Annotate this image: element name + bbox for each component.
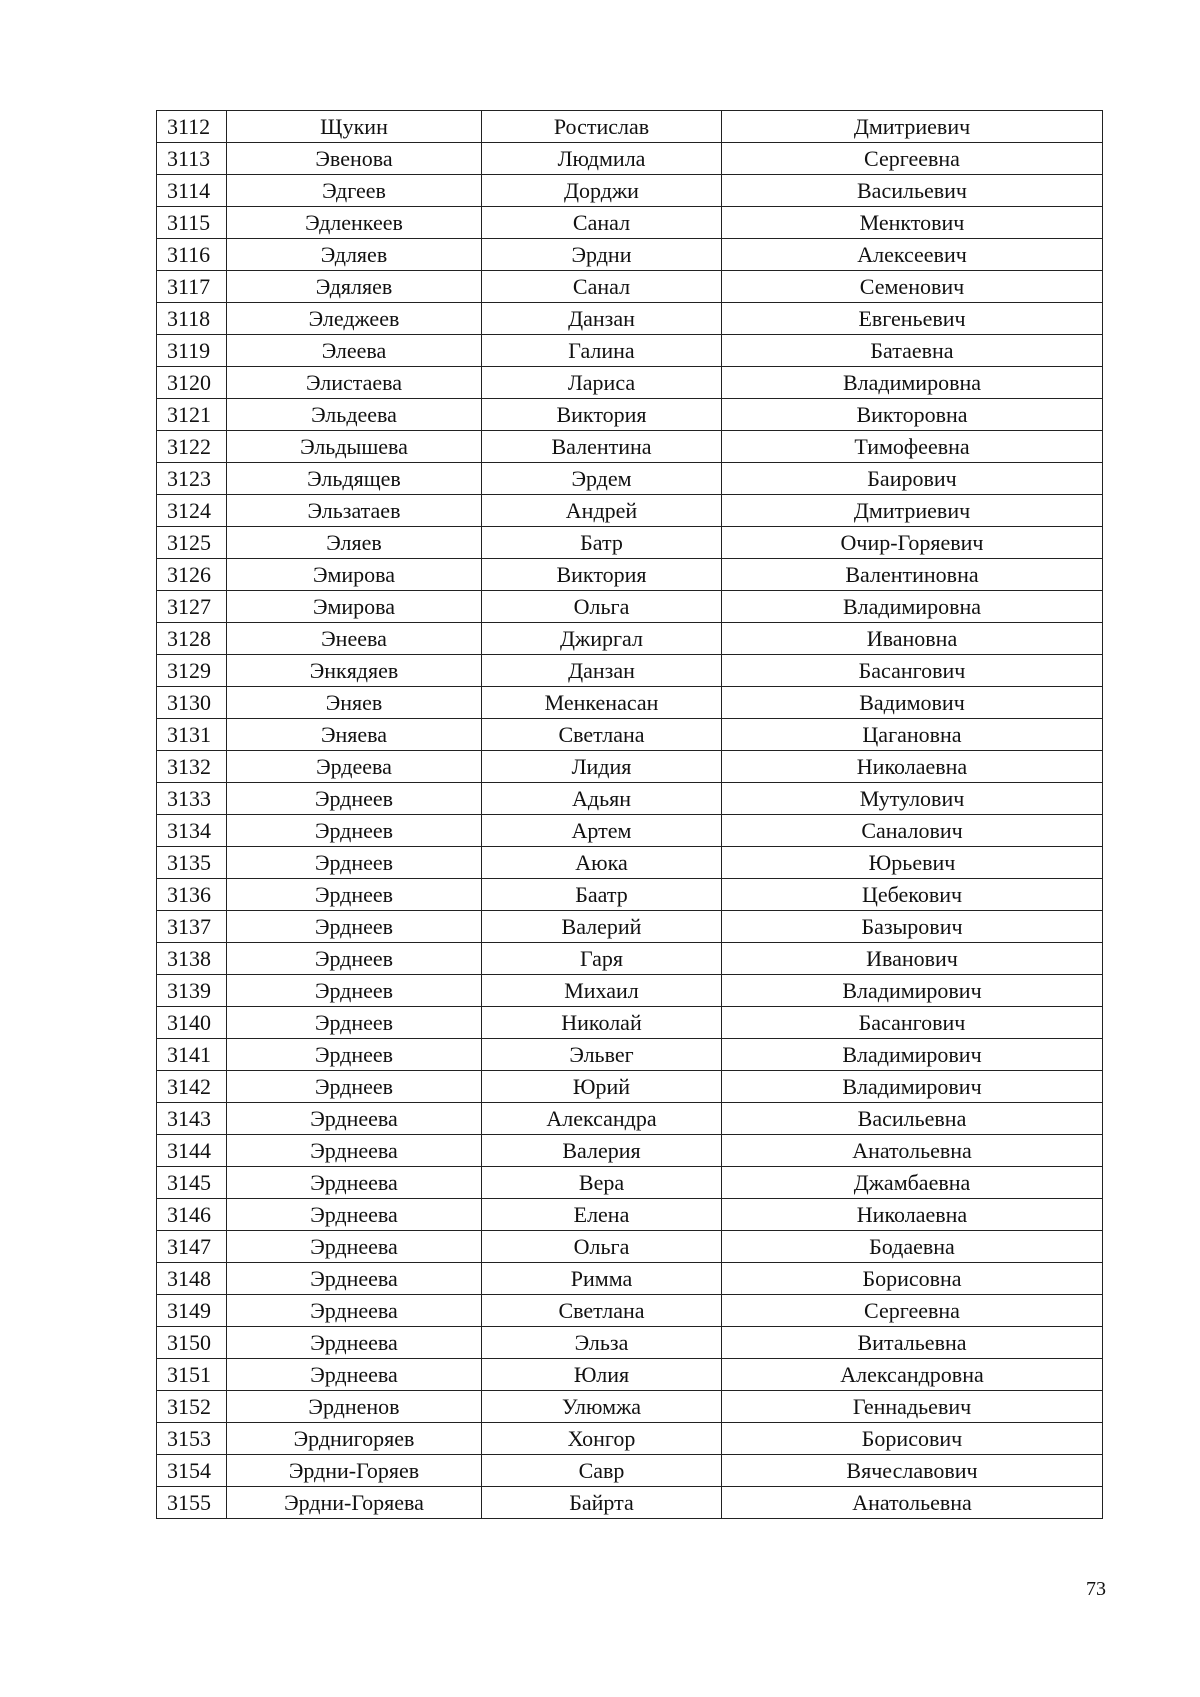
surname-cell: Щукин bbox=[227, 111, 482, 143]
surname-cell: Эрднеева bbox=[227, 1103, 482, 1135]
table-row bbox=[157, 751, 1103, 783]
surname-cell: Эрднеева bbox=[227, 1359, 482, 1391]
patronymic-cell: Вячеславович bbox=[722, 1455, 1103, 1487]
row-number-cell: 3135 bbox=[157, 847, 227, 879]
table-row bbox=[157, 143, 1103, 175]
table-row bbox=[157, 943, 1103, 975]
first-name-cell: Юрий bbox=[482, 1071, 722, 1103]
table-row bbox=[157, 1135, 1103, 1167]
patronymic-cell: Евгеньевич bbox=[722, 303, 1103, 335]
row-number-cell: 3144 bbox=[157, 1135, 227, 1167]
first-name-cell: Савр bbox=[482, 1455, 722, 1487]
table-row bbox=[157, 1039, 1103, 1071]
table-row bbox=[157, 303, 1103, 335]
patronymic-cell: Цебекович bbox=[722, 879, 1103, 911]
patronymic-cell: Сергеевна bbox=[722, 1295, 1103, 1327]
first-name-cell: Санал bbox=[482, 271, 722, 303]
table-row bbox=[157, 847, 1103, 879]
patronymic-cell: Геннадьевич bbox=[722, 1391, 1103, 1423]
row-number-cell: 3137 bbox=[157, 911, 227, 943]
table-row bbox=[157, 1295, 1103, 1327]
first-name-cell: Аюка bbox=[482, 847, 722, 879]
first-name-cell: Лариса bbox=[482, 367, 722, 399]
patronymic-cell: Николаевна bbox=[722, 1199, 1103, 1231]
table-row bbox=[157, 783, 1103, 815]
table-row bbox=[157, 175, 1103, 207]
first-name-cell: Лидия bbox=[482, 751, 722, 783]
table-row bbox=[157, 1455, 1103, 1487]
surname-cell: Эльдышева bbox=[227, 431, 482, 463]
surname-cell: Эрднеева bbox=[227, 1167, 482, 1199]
surname-cell: Эрдни-Горяев bbox=[227, 1455, 482, 1487]
first-name-cell: Светлана bbox=[482, 1295, 722, 1327]
row-number-cell: 3123 bbox=[157, 463, 227, 495]
first-name-cell: Римма bbox=[482, 1263, 722, 1295]
first-name-cell: Вера bbox=[482, 1167, 722, 1199]
table-row bbox=[157, 879, 1103, 911]
patronymic-cell: Басангович bbox=[722, 655, 1103, 687]
row-number-cell: 3117 bbox=[157, 271, 227, 303]
surname-cell: Эрднеев bbox=[227, 1007, 482, 1039]
patronymic-cell: Владимирович bbox=[722, 1039, 1103, 1071]
patronymic-cell: Борисович bbox=[722, 1423, 1103, 1455]
row-number-cell: 3145 bbox=[157, 1167, 227, 1199]
table-row bbox=[157, 527, 1103, 559]
patronymic-cell: Баирович bbox=[722, 463, 1103, 495]
table-row bbox=[157, 367, 1103, 399]
row-number-cell: 3142 bbox=[157, 1071, 227, 1103]
table-row bbox=[157, 1263, 1103, 1295]
first-name-cell: Валерий bbox=[482, 911, 722, 943]
first-name-cell: Светлана bbox=[482, 719, 722, 751]
row-number-cell: 3138 bbox=[157, 943, 227, 975]
table-row bbox=[157, 399, 1103, 431]
first-name-cell: Галина bbox=[482, 335, 722, 367]
row-number-cell: 3143 bbox=[157, 1103, 227, 1135]
names-table-body bbox=[157, 111, 1103, 1519]
row-number-cell: 3128 bbox=[157, 623, 227, 655]
table-row bbox=[157, 207, 1103, 239]
row-number-cell: 3125 bbox=[157, 527, 227, 559]
patronymic-cell: Тимофеевна bbox=[722, 431, 1103, 463]
first-name-cell: Санал bbox=[482, 207, 722, 239]
row-number-cell: 3153 bbox=[157, 1423, 227, 1455]
first-name-cell: Эльза bbox=[482, 1327, 722, 1359]
table-row bbox=[157, 1359, 1103, 1391]
row-number-cell: 3141 bbox=[157, 1039, 227, 1071]
row-number-cell: 3122 bbox=[157, 431, 227, 463]
surname-cell: Эльдеева bbox=[227, 399, 482, 431]
table-row bbox=[157, 1199, 1103, 1231]
patronymic-cell: Анатольевна bbox=[722, 1487, 1103, 1519]
surname-cell: Эрдеева bbox=[227, 751, 482, 783]
surname-cell: Эрднеев bbox=[227, 1071, 482, 1103]
row-number-cell: 3134 bbox=[157, 815, 227, 847]
patronymic-cell: Очир-Горяевич bbox=[722, 527, 1103, 559]
first-name-cell: Улюмжа bbox=[482, 1391, 722, 1423]
table-row bbox=[157, 719, 1103, 751]
row-number-cell: 3126 bbox=[157, 559, 227, 591]
row-number-cell: 3114 bbox=[157, 175, 227, 207]
table-row bbox=[157, 623, 1103, 655]
table-row bbox=[157, 1007, 1103, 1039]
patronymic-cell: Бодаевна bbox=[722, 1231, 1103, 1263]
table-row bbox=[157, 1071, 1103, 1103]
surname-cell: Энеева bbox=[227, 623, 482, 655]
row-number-cell: 3139 bbox=[157, 975, 227, 1007]
table-row bbox=[157, 1103, 1103, 1135]
patronymic-cell: Вадимович bbox=[722, 687, 1103, 719]
row-number-cell: 3152 bbox=[157, 1391, 227, 1423]
patronymic-cell: Владимировна bbox=[722, 367, 1103, 399]
table-row bbox=[157, 335, 1103, 367]
surname-cell: Эрднеев bbox=[227, 911, 482, 943]
row-number-cell: 3148 bbox=[157, 1263, 227, 1295]
first-name-cell: Виктория bbox=[482, 399, 722, 431]
surname-cell: Эрднеев bbox=[227, 815, 482, 847]
first-name-cell: Дорджи bbox=[482, 175, 722, 207]
first-name-cell: Юлия bbox=[482, 1359, 722, 1391]
surname-cell: Эдяляев bbox=[227, 271, 482, 303]
table-row bbox=[157, 1327, 1103, 1359]
row-number-cell: 3130 bbox=[157, 687, 227, 719]
first-name-cell: Людмила bbox=[482, 143, 722, 175]
row-number-cell: 3132 bbox=[157, 751, 227, 783]
patronymic-cell: Алексеевич bbox=[722, 239, 1103, 271]
row-number-cell: 3147 bbox=[157, 1231, 227, 1263]
surname-cell: Эрднеева bbox=[227, 1327, 482, 1359]
first-name-cell: Валерия bbox=[482, 1135, 722, 1167]
first-name-cell: Байрта bbox=[482, 1487, 722, 1519]
patronymic-cell: Менктович bbox=[722, 207, 1103, 239]
table-row bbox=[157, 463, 1103, 495]
surname-cell: Эрдненов bbox=[227, 1391, 482, 1423]
first-name-cell: Ольга bbox=[482, 1231, 722, 1263]
patronymic-cell: Александровна bbox=[722, 1359, 1103, 1391]
first-name-cell: Елена bbox=[482, 1199, 722, 1231]
table-row bbox=[157, 1423, 1103, 1455]
patronymic-cell: Джамбаевна bbox=[722, 1167, 1103, 1199]
surname-cell: Эрднеев bbox=[227, 847, 482, 879]
first-name-cell: Андрей bbox=[482, 495, 722, 527]
first-name-cell: Джиргал bbox=[482, 623, 722, 655]
patronymic-cell: Мутулович bbox=[722, 783, 1103, 815]
row-number-cell: 3119 bbox=[157, 335, 227, 367]
patronymic-cell: Дмитриевич bbox=[722, 111, 1103, 143]
patronymic-cell: Дмитриевич bbox=[722, 495, 1103, 527]
table-row bbox=[157, 655, 1103, 687]
surname-cell: Эмирова bbox=[227, 591, 482, 623]
surname-cell: Эрднеева bbox=[227, 1199, 482, 1231]
surname-cell: Эрдни-Горяева bbox=[227, 1487, 482, 1519]
table-row bbox=[157, 1391, 1103, 1423]
row-number-cell: 3149 bbox=[157, 1295, 227, 1327]
patronymic-cell: Николаевна bbox=[722, 751, 1103, 783]
surname-cell: Энкядяев bbox=[227, 655, 482, 687]
patronymic-cell: Витальевна bbox=[722, 1327, 1103, 1359]
patronymic-cell: Владимирович bbox=[722, 1071, 1103, 1103]
patronymic-cell: Сергеевна bbox=[722, 143, 1103, 175]
row-number-cell: 3151 bbox=[157, 1359, 227, 1391]
table-row bbox=[157, 1231, 1103, 1263]
surname-cell: Эрднеев bbox=[227, 783, 482, 815]
first-name-cell: Николай bbox=[482, 1007, 722, 1039]
surname-cell: Эрднигоряев bbox=[227, 1423, 482, 1455]
patronymic-cell: Анатольевна bbox=[722, 1135, 1103, 1167]
table-row bbox=[157, 1487, 1103, 1519]
row-number-cell: 3113 bbox=[157, 143, 227, 175]
first-name-cell: Адьян bbox=[482, 783, 722, 815]
first-name-cell: Эрдни bbox=[482, 239, 722, 271]
first-name-cell: Данзан bbox=[482, 655, 722, 687]
row-number-cell: 3118 bbox=[157, 303, 227, 335]
row-number-cell: 3127 bbox=[157, 591, 227, 623]
table-row bbox=[157, 687, 1103, 719]
surname-cell: Эльдящев bbox=[227, 463, 482, 495]
table-row bbox=[157, 431, 1103, 463]
patronymic-cell: Ивановна bbox=[722, 623, 1103, 655]
table-row bbox=[157, 591, 1103, 623]
surname-cell: Элеева bbox=[227, 335, 482, 367]
row-number-cell: 3129 bbox=[157, 655, 227, 687]
patronymic-cell: Васильевна bbox=[722, 1103, 1103, 1135]
patronymic-cell: Цагановна bbox=[722, 719, 1103, 751]
first-name-cell: Батр bbox=[482, 527, 722, 559]
first-name-cell: Эльвег bbox=[482, 1039, 722, 1071]
surname-cell: Эрднеева bbox=[227, 1135, 482, 1167]
names-table bbox=[156, 110, 1103, 1519]
row-number-cell: 3124 bbox=[157, 495, 227, 527]
patronymic-cell: Борисовна bbox=[722, 1263, 1103, 1295]
first-name-cell: Ольга bbox=[482, 591, 722, 623]
patronymic-cell: Батаевна bbox=[722, 335, 1103, 367]
patronymic-cell: Иванович bbox=[722, 943, 1103, 975]
first-name-cell: Гаря bbox=[482, 943, 722, 975]
first-name-cell: Михаил bbox=[482, 975, 722, 1007]
first-name-cell: Баатр bbox=[482, 879, 722, 911]
table-row bbox=[157, 815, 1103, 847]
patronymic-cell: Саналович bbox=[722, 815, 1103, 847]
surname-cell: Элистаева bbox=[227, 367, 482, 399]
row-number-cell: 3116 bbox=[157, 239, 227, 271]
surname-cell: Эвенова bbox=[227, 143, 482, 175]
surname-cell: Эдгеев bbox=[227, 175, 482, 207]
surname-cell: Эледжеев bbox=[227, 303, 482, 335]
surname-cell: Эрднеева bbox=[227, 1295, 482, 1327]
row-number-cell: 3112 bbox=[157, 111, 227, 143]
surname-cell: Эрднеев bbox=[227, 943, 482, 975]
patronymic-cell: Семенович bbox=[722, 271, 1103, 303]
patronymic-cell: Васильевич bbox=[722, 175, 1103, 207]
surname-cell: Эняев bbox=[227, 687, 482, 719]
patronymic-cell: Владимирович bbox=[722, 975, 1103, 1007]
surname-cell: Эрднеева bbox=[227, 1263, 482, 1295]
surname-cell: Эдляев bbox=[227, 239, 482, 271]
page-number: 73 bbox=[1086, 1578, 1106, 1600]
row-number-cell: 3133 bbox=[157, 783, 227, 815]
patronymic-cell: Викторовна bbox=[722, 399, 1103, 431]
first-name-cell: Виктория bbox=[482, 559, 722, 591]
first-name-cell: Валентина bbox=[482, 431, 722, 463]
surname-cell: Эрднеев bbox=[227, 1039, 482, 1071]
table-row bbox=[157, 111, 1103, 143]
patronymic-cell: Базырович bbox=[722, 911, 1103, 943]
table-row bbox=[157, 911, 1103, 943]
first-name-cell: Артем bbox=[482, 815, 722, 847]
surname-cell: Эляев bbox=[227, 527, 482, 559]
table-row bbox=[157, 271, 1103, 303]
surname-cell: Эдленкеев bbox=[227, 207, 482, 239]
row-number-cell: 3131 bbox=[157, 719, 227, 751]
first-name-cell: Ростислав bbox=[482, 111, 722, 143]
first-name-cell: Менкенасан bbox=[482, 687, 722, 719]
patronymic-cell: Владимировна bbox=[722, 591, 1103, 623]
row-number-cell: 3140 bbox=[157, 1007, 227, 1039]
row-number-cell: 3136 bbox=[157, 879, 227, 911]
surname-cell: Эрднеев bbox=[227, 975, 482, 1007]
surname-cell: Эльзатаев bbox=[227, 495, 482, 527]
first-name-cell: Хонгор bbox=[482, 1423, 722, 1455]
row-number-cell: 3121 bbox=[157, 399, 227, 431]
row-number-cell: 3146 bbox=[157, 1199, 227, 1231]
table-row bbox=[157, 1167, 1103, 1199]
first-name-cell: Эрдем bbox=[482, 463, 722, 495]
row-number-cell: 3120 bbox=[157, 367, 227, 399]
row-number-cell: 3155 bbox=[157, 1487, 227, 1519]
table-row bbox=[157, 495, 1103, 527]
first-name-cell: Данзан bbox=[482, 303, 722, 335]
row-number-cell: 3115 bbox=[157, 207, 227, 239]
surname-cell: Эмирова bbox=[227, 559, 482, 591]
table-row bbox=[157, 239, 1103, 271]
surname-cell: Эрднеев bbox=[227, 879, 482, 911]
patronymic-cell: Юрьевич bbox=[722, 847, 1103, 879]
table-row bbox=[157, 975, 1103, 1007]
first-name-cell: Александра bbox=[482, 1103, 722, 1135]
surname-cell: Эняева bbox=[227, 719, 482, 751]
row-number-cell: 3154 bbox=[157, 1455, 227, 1487]
row-number-cell: 3150 bbox=[157, 1327, 227, 1359]
surname-cell: Эрднеева bbox=[227, 1231, 482, 1263]
patronymic-cell: Басангович bbox=[722, 1007, 1103, 1039]
patronymic-cell: Валентиновна bbox=[722, 559, 1103, 591]
table-row bbox=[157, 559, 1103, 591]
